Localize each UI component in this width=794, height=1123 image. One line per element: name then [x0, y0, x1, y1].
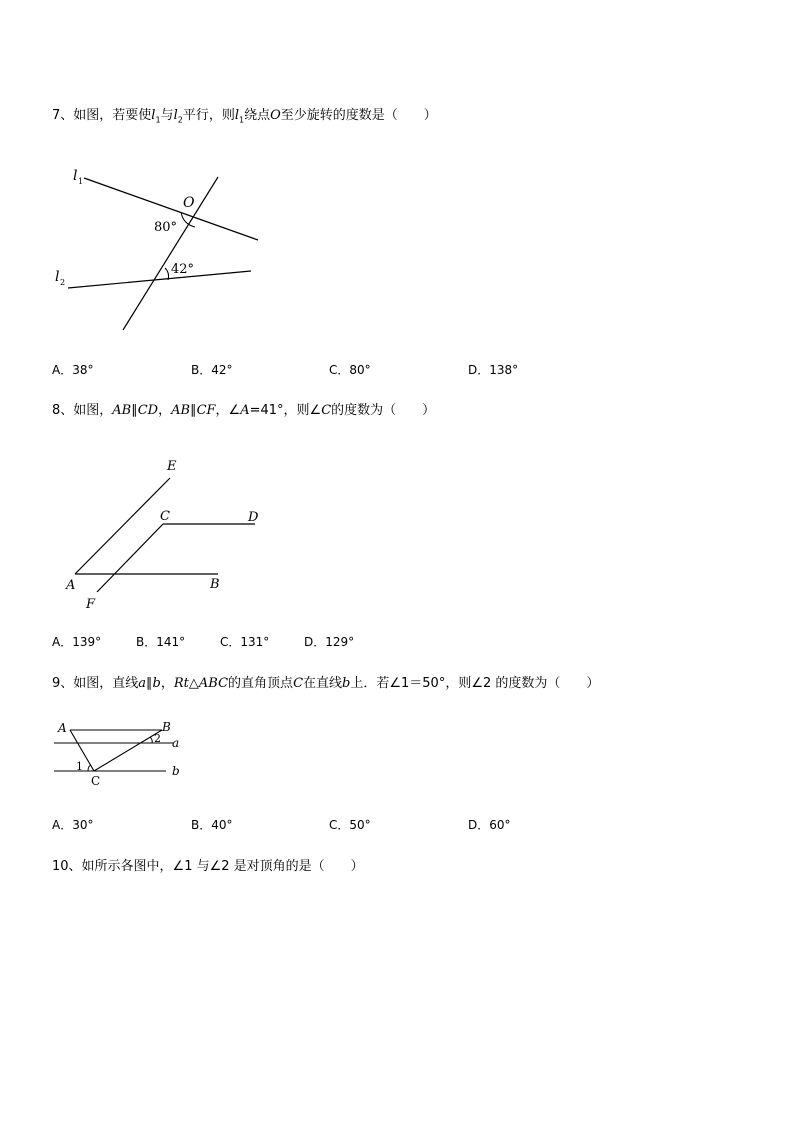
option-a[interactable]: A．30° — [52, 818, 94, 832]
option-a[interactable]: A．38° — [52, 363, 94, 377]
option-d[interactable]: D．138° — [468, 363, 519, 377]
option-b[interactable]: B．40° — [191, 818, 233, 832]
question-7-stem: 7、如图，若要使$l_1$与$l_2$平行，则$l_1$绕点O至少旋转的度数是（ ） — [52, 108, 437, 125]
label-f: F — [86, 597, 96, 612]
question-9-stem: 9、如图，直线a∥b，Rt△ABC的直角顶点C在直线b上．若∠1＝50°，则∠2 的度数为（ ） — [52, 676, 600, 691]
label-angle-1: 1 — [76, 760, 83, 773]
label-angle-2: 2 — [154, 732, 161, 745]
angle-2-arc — [150, 737, 152, 743]
label-c-point: C — [91, 774, 101, 788]
label-a-point: A — [58, 721, 67, 735]
label-b-point: B — [162, 720, 171, 734]
label-b: B — [210, 577, 220, 592]
question-8-figure — [0, 440, 794, 620]
angle-42-arc — [165, 268, 169, 280]
option-d[interactable]: D．60° — [468, 818, 511, 832]
option-c[interactable]: C．50° — [329, 818, 371, 832]
question-9-figure — [0, 715, 794, 795]
label-angle-80: 80° — [154, 220, 178, 235]
line-l2 — [68, 271, 251, 288]
label-l1-sub: 1 — [78, 177, 84, 186]
label-line-b: b — [172, 764, 180, 778]
line-cf — [97, 524, 163, 592]
question-8-stem: 8、如图，AB∥CD，AB∥CF，∠A=41°，则∠C的度数为（ ） — [52, 403, 436, 418]
label-d: D — [248, 510, 259, 525]
option-d[interactable]: D．129° — [304, 635, 355, 649]
label-l2-sub: 2 — [60, 278, 66, 287]
option-b[interactable]: B．141° — [136, 635, 186, 649]
label-e: E — [167, 459, 177, 474]
label-l1: l — [73, 168, 78, 184]
label-angle-42: 42° — [171, 262, 195, 277]
line-ae — [75, 478, 170, 574]
option-a[interactable]: A．139° — [52, 635, 102, 649]
label-c: C — [160, 509, 170, 524]
side-bc — [94, 730, 162, 771]
option-b[interactable]: B．42° — [191, 363, 233, 377]
option-c[interactable]: C．131° — [220, 635, 270, 649]
label-point-o: O — [183, 195, 195, 211]
label-a: A — [66, 578, 76, 593]
option-c[interactable]: C．80° — [329, 363, 371, 377]
label-line-a: a — [172, 736, 180, 750]
transversal-line — [123, 177, 218, 330]
question-10-stem: 10、如所示各图中，∠1 与∠2 是对顶角的是（ ） — [52, 859, 364, 874]
label-l2: l — [55, 269, 60, 285]
question-7-figure — [0, 0, 794, 345]
